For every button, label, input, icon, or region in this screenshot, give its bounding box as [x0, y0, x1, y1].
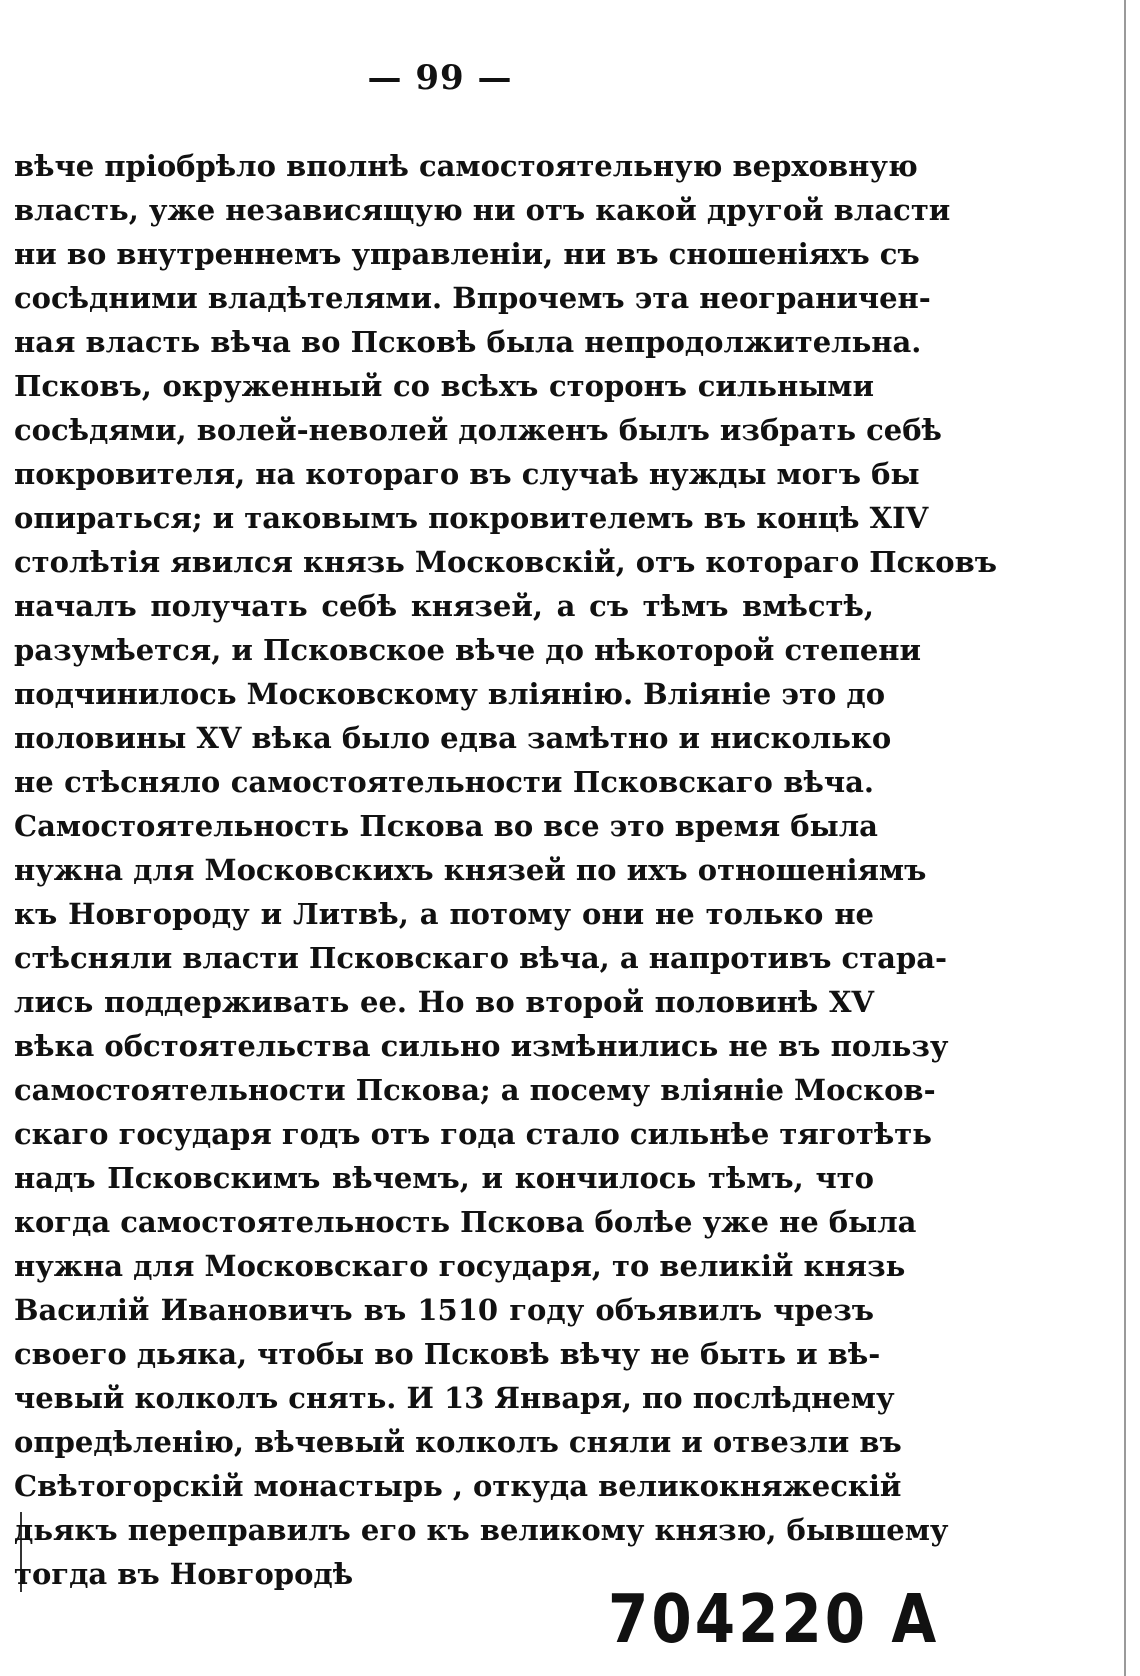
text-line: своего дьяка, чтобы во Псковѣ вѣчу не быть и вѣ- [14, 1337, 881, 1371]
text-line: покровителя, на котораго въ случаѣ нужды могъ бы [14, 457, 920, 491]
text-line-last: тогда въ Новгородѣ [14, 1557, 354, 1591]
text-line: опираться; и таковымъ покровителемъ въ концѣ XIV [14, 501, 929, 535]
text-line: ная власть вѣча во Псковѣ была непродолжительна. [14, 325, 922, 359]
text-line: опредѣленію, вѣчевый колколъ сняли и отвезли въ [14, 1425, 902, 1459]
text-line: подчинилось Московскому вліянію. Вліяніе это до [14, 677, 886, 711]
text-line: разумѣется, и Псковское вѣче до нѣкоторой степени [14, 633, 922, 667]
text-line: сосѣдями, волей-неволей долженъ былъ избрать себѣ [14, 413, 942, 447]
text-line: къ Новгороду и Литвѣ, а потому они не только не [14, 897, 874, 931]
text-line: стѣсняли власти Псковскаго вѣча, а напротивъ стара- [14, 941, 948, 975]
text-line: дьякъ переправилъ его къ великому князю, бывшему [14, 1513, 949, 1547]
library-stamp-number: 704220 A [608, 1580, 940, 1659]
text-line: Самостоятельность Пскова во все это время была [14, 809, 878, 843]
text-line: Свѣтогорскій монастырь , откуда великокняжескій [14, 1469, 902, 1503]
text-line: Псковъ, окруженный со всѣхъ сторонъ сильными [14, 369, 874, 403]
page-edge-rule [1124, 0, 1126, 1676]
text-line: самостоятельности Пскова; а посему вліяніе Москов- [14, 1073, 936, 1107]
text-line: половины XV вѣка было едва замѣтно и нисколько [14, 721, 892, 755]
text-line: столѣтія явился князь Московскій, отъ котораго Псковъ [14, 545, 998, 579]
text-line: надъ Псковскимъ вѣчемъ, и кончилось тѣмъ, что [14, 1161, 874, 1195]
text-line: Василій Ивановичъ въ 1510 году объявилъ чрезъ [14, 1293, 874, 1327]
text-line: нужна для Московскихъ князей по ихъ отношеніямъ [14, 853, 927, 887]
text-line: лись поддерживать ее. Но во второй половинѣ XV [14, 985, 874, 1019]
text-line: началъ получать себѣ князей, а съ тѣмъ вмѣстѣ, [14, 589, 874, 623]
text-line: когда самостоятельность Пскова болѣе уже не была [14, 1205, 917, 1239]
text-line: вѣка обстоятельства сильно измѣнились не въ пользу [14, 1029, 949, 1063]
text-line: чевый колколъ снять. И 13 Января, по послѣднему [14, 1381, 895, 1415]
text-line: вѣче пріобрѣло вполнѣ самостоятельную верховную [14, 149, 918, 183]
text-line: скаго государя годъ отъ года стало сильнѣе тяготѣть [14, 1117, 932, 1151]
text-line: нужна для Московскаго государя, то великій князь [14, 1249, 906, 1283]
text-line: сосѣдними владѣтелями. Впрочемъ эта неограничен- [14, 281, 931, 315]
text-line: ни во внутреннемъ управленіи, ни въ сношеніяхъ съ [14, 237, 920, 271]
text-line: власть, уже независящую ни отъ какой другой власти [14, 193, 951, 227]
body-text [14, 144, 998, 1596]
page-number: — 99 — [367, 58, 513, 98]
text-line: не стѣсняло самостоятельности Псковскаго вѣча. [14, 765, 874, 799]
